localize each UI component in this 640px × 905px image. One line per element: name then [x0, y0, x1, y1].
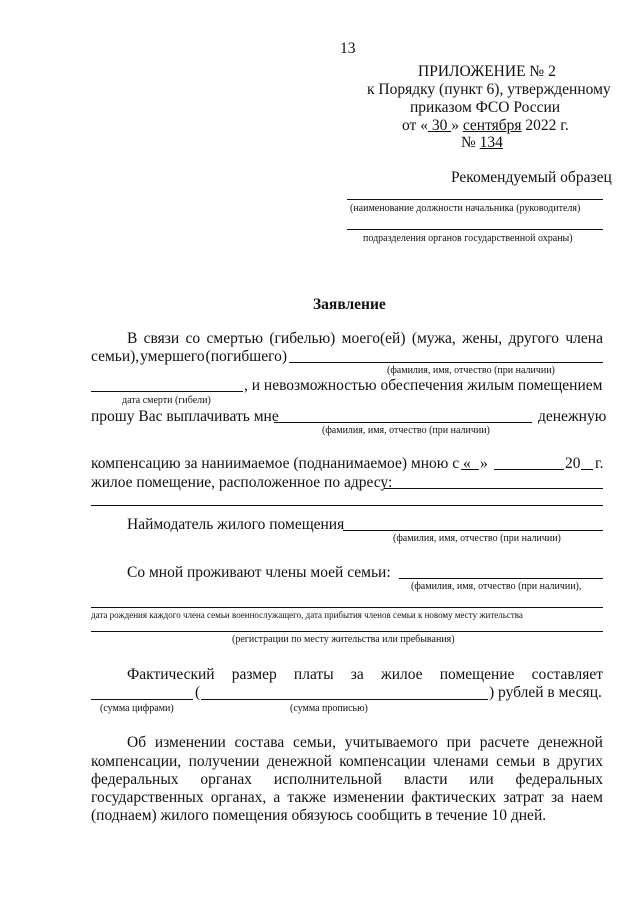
- caption-division: подразделения органов государственной охраны): [363, 233, 573, 244]
- caption-fio-2: (фамилия, имя, отчество (при наличии): [322, 425, 490, 436]
- body-line-4-right: денежную: [538, 408, 607, 425]
- date-mid: »: [451, 117, 463, 134]
- final2-word: федеральных: [91, 771, 179, 788]
- final1-word: компенсации: [339, 753, 426, 770]
- fio-blank-2: [274, 422, 532, 423]
- final-line-5: (поднаем) жилого помещения обязуюсь сообщить в течение 10 дней.: [91, 807, 547, 824]
- body-line-4-left: прошу Вас выплачивать мне: [91, 408, 279, 425]
- body-line-2: [91, 348, 287, 366]
- final3-word: за: [550, 789, 564, 806]
- final1-word: компенсации,: [91, 753, 182, 770]
- caption-family-dates: дата рождения каждого члена семьи военнослужащего, дата прибытия членов семьи к новому месту жительства: [91, 610, 523, 620]
- fee-word: платы: [293, 666, 334, 683]
- final3-word: органах,: [210, 789, 267, 806]
- final3-word: государственных: [91, 789, 204, 806]
- final1-word: в: [542, 753, 550, 770]
- line1-word: связи: [143, 330, 180, 347]
- family-label: Со мной проживают члены моей семьи:: [127, 564, 391, 581]
- caption-fio-4: (фамилия, имя, отчество (при наличии),: [411, 581, 582, 592]
- final0-word: изменении: [154, 734, 226, 751]
- sum-words-blank: [201, 699, 488, 700]
- header-number: [461, 134, 503, 152]
- date-day: 30: [427, 117, 452, 134]
- month-blank: [494, 469, 564, 470]
- addressee-line-2: [347, 229, 603, 230]
- family-blank-3: [91, 631, 603, 632]
- body-line-6: жилое помещение, расположенное по адресу:: [91, 474, 393, 491]
- final0-word: расчете: [479, 734, 530, 751]
- final1-word: семьи: [496, 753, 536, 770]
- line1-word: смертью: [206, 330, 264, 347]
- final-line-1: [127, 734, 603, 752]
- final1-word: денежной: [266, 753, 332, 770]
- fee-word: составляет: [531, 666, 603, 683]
- header-line-order: к Порядку (пункт 6), утвержденному: [367, 81, 611, 98]
- address-blank-2: [91, 505, 603, 506]
- line1-word: члена: [565, 330, 603, 347]
- number-value: 134: [479, 134, 503, 151]
- line1-word: В: [127, 330, 138, 347]
- fee-word: помещение: [439, 666, 515, 683]
- final1-word: членами: [433, 753, 489, 770]
- caption-death-date: дата смерти (гибели): [122, 395, 211, 406]
- final2-word: органах: [200, 771, 253, 788]
- fee-close: ) рублей в месяц.: [489, 684, 602, 701]
- final3-word: фактических: [411, 789, 497, 806]
- fee-word: жилое: [380, 666, 423, 683]
- caption-fio-3: (фамилия, имя, отчество (при наличии): [393, 533, 561, 544]
- line1-word: (мужа,: [411, 330, 456, 347]
- final0-word: денежной: [537, 734, 603, 751]
- fee-word: размер: [231, 666, 277, 683]
- final2-word: исполнительной: [273, 771, 382, 788]
- line1-word: жены,: [462, 330, 503, 347]
- final0-word: семьи,: [292, 734, 336, 751]
- final3-word: наем: [571, 789, 603, 806]
- sum-digits-blank: [91, 699, 193, 700]
- line1-word: другого: [508, 330, 560, 347]
- caption-fio-1: (фамилия, имя, отчество (при наличии): [387, 365, 555, 376]
- line1-word: со: [185, 330, 201, 347]
- body-line-5: компенсацию за наниимаемое (поднанимаемое) мною с «: [91, 455, 471, 472]
- caption-registration: (регистрации по месту жительства или пребывания): [232, 634, 455, 645]
- year-suffix: г.: [595, 455, 604, 472]
- caption-sum-words: (сумма прописью): [290, 703, 368, 714]
- header-line-decree: приказом ФСО России: [410, 99, 561, 116]
- line1-word: (гибелью): [269, 330, 336, 347]
- landlord-label: Наймодатель жилого помещения: [127, 516, 345, 533]
- fee-word: за: [350, 666, 364, 683]
- final2-word: федеральных: [515, 771, 603, 788]
- addressee-line-1: [347, 199, 603, 200]
- line2-word: семьи),: [91, 348, 140, 365]
- final0-word: состава: [234, 734, 285, 751]
- final-line-3: [91, 771, 603, 789]
- final2-word: или: [469, 771, 494, 788]
- date-month: сентября: [462, 117, 522, 134]
- number-prefix: №: [461, 134, 480, 151]
- body-line-3: , и невозможностью обеспечения жилым помещением: [244, 377, 603, 394]
- final1-word: получении: [188, 753, 260, 770]
- final3-word: затрат: [503, 789, 544, 806]
- quote-close: »: [480, 455, 488, 472]
- fio-blank-1: [289, 362, 603, 363]
- fee-open-paren: (: [195, 684, 201, 701]
- line2-word: умершего: [140, 348, 205, 365]
- final-line-2: [91, 753, 603, 771]
- caption-position: (наименование должности начальника (руководителя): [350, 203, 581, 214]
- final-line-4: [91, 789, 603, 807]
- page-number: 13: [340, 40, 356, 57]
- appendix-title: ПРИЛОЖЕНИЕ № 2: [418, 63, 556, 80]
- final3-word: также: [287, 789, 327, 806]
- fee-word: Фактический: [127, 666, 215, 683]
- day-blank: [461, 469, 479, 470]
- death-date-blank: [91, 391, 243, 392]
- line1-word: моего(ей): [341, 330, 406, 347]
- date-year: 2022 г.: [521, 117, 569, 134]
- family-blank: [399, 578, 603, 579]
- landlord-blank: [343, 530, 603, 531]
- final3-word: а: [273, 789, 281, 806]
- final3-word: изменении: [333, 789, 405, 806]
- body-line-1: [127, 330, 603, 348]
- header-date: [402, 117, 569, 135]
- final1-word: других: [557, 753, 603, 770]
- final0-word: при: [446, 734, 471, 751]
- year-prefix: 20: [565, 455, 581, 472]
- final2-word: власти: [403, 771, 448, 788]
- fee-line: [127, 666, 603, 684]
- caption-sum-digits: (сумма цифрами): [100, 703, 174, 714]
- sample-label: Рекомендуемый образец: [451, 169, 612, 186]
- family-blank-2: [91, 607, 603, 608]
- year-blank: [581, 469, 593, 470]
- final0-word: учитываемого: [344, 734, 438, 751]
- address-blank: [384, 488, 603, 489]
- final0-word: Об: [127, 734, 147, 751]
- line2-word: (погибшего): [205, 348, 287, 365]
- document-title: Заявление: [313, 296, 386, 313]
- date-prefix: от «: [402, 117, 428, 134]
